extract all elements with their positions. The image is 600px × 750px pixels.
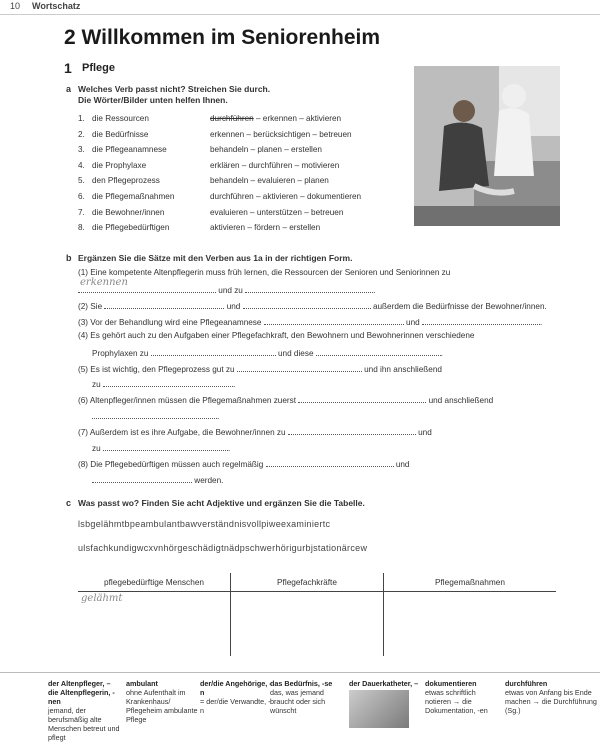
handwritten-answer: erkennen	[80, 277, 128, 288]
glossary-definition: etwas von Anfang bis Ende machen → die Durchführung (Sg.)	[505, 688, 597, 715]
sentence-8: (8) Die Pflegebedürftigen müssen auch regelmäßig und	[78, 457, 409, 469]
answer-blank[interactable]	[151, 346, 276, 356]
row-number: 6.	[78, 192, 85, 201]
answer-blank[interactable]	[298, 393, 426, 403]
sentence-5: (5) Es ist wichtig, den Pflegeprozess gut zu und ihn anschließend	[78, 362, 442, 374]
row-number: 1.	[78, 114, 85, 123]
verb-options: – erkennen – aktivieren	[253, 114, 342, 123]
answer-blank[interactable]	[245, 283, 373, 293]
glossary-term: der Dauerkatheter, –	[349, 679, 419, 688]
glossary-definition: das, was jemand braucht oder sich wünscht	[270, 688, 326, 715]
answer-blank[interactable]	[103, 441, 228, 451]
row-verbs[interactable]	[210, 161, 339, 170]
row-number: 7.	[78, 207, 85, 217]
verb-options: evaluieren – unterstützen – betreuen	[210, 207, 344, 217]
sentence-8-cont: werden.	[92, 473, 223, 485]
glossary-entry	[126, 679, 198, 724]
row-noun: den Pflegeprozess	[92, 176, 160, 186]
answer-blank[interactable]	[103, 377, 233, 387]
glossary-entry	[349, 679, 421, 728]
row-noun: die Pflegebedürftigen	[92, 223, 170, 233]
row-verbs[interactable]	[210, 176, 329, 185]
sentence-2: (2) Sie und außerdem die Bedürfnisse der Bewohner/innen.	[78, 299, 547, 311]
part-b-label: b	[66, 253, 72, 263]
part-c-instruction: Was passt wo? Finden Sie acht Adjektive und ergänzen Sie die Tabelle.	[78, 498, 365, 508]
row-verbs[interactable]	[210, 130, 352, 139]
glossary-term: durchführen	[505, 679, 548, 688]
sentence-7: (7) Außerdem ist es ihre Aufgabe, die Bewohner/innen zu und	[78, 425, 432, 437]
verb-options: erklären – durchführen – motivieren	[210, 160, 340, 170]
glossary-entry	[505, 679, 597, 715]
sentence-3: (3) Vor der Behandlung wird eine Pflegeanamnese und .	[78, 315, 542, 327]
nursing-photo	[414, 66, 560, 226]
photo-illustration	[414, 66, 560, 226]
verb-options: behandeln – planen – erstellen	[210, 145, 322, 155]
table-cell[interactable]	[231, 592, 384, 657]
row-verbs[interactable]	[210, 114, 341, 123]
glossary-term: der Altenpfleger, – die Altenpflegerin, -nen	[48, 679, 115, 706]
row-verbs[interactable]	[210, 192, 361, 201]
answer-blank[interactable]	[92, 409, 217, 419]
catheter-photo	[349, 690, 409, 728]
answer-table	[78, 573, 556, 656]
glossary-entry	[48, 679, 120, 742]
glossary-definition: ohne Aufenthalt im Krankenhaus/ Pflegeheim ambulante Pflege	[126, 688, 198, 724]
verb-options: aktivieren – fördern – erstellen	[210, 223, 321, 233]
glossary-definition: = der/die Verwandte, -n	[200, 697, 271, 715]
row-noun: die Ressourcen	[92, 114, 149, 123]
answer-blank[interactable]	[78, 277, 216, 293]
row-noun: die Pflegemaßnahmen	[92, 192, 175, 201]
glossary-entry	[200, 679, 272, 715]
exercise-number: 1	[64, 60, 72, 76]
table-cell[interactable]	[78, 592, 231, 657]
part-b-instruction: Ergänzen Sie die Sätze mit den Verben aus 1a in der richtigen Form.	[78, 253, 353, 263]
row-noun: die Bewohner/innen	[92, 207, 165, 217]
sentence-1-cont: erkennen und zu .	[80, 277, 376, 295]
page-number: 10	[10, 1, 21, 11]
glossary-term: dokumentieren	[425, 679, 477, 688]
verb-options: durchführen – aktivieren – dokumentieren	[210, 192, 362, 201]
row-number: 4.	[78, 160, 85, 170]
sentence-7-cont: zu .	[92, 441, 230, 453]
row-number: 3.	[78, 145, 85, 155]
table-cell[interactable]	[384, 592, 557, 657]
table-header: Pflegefachkräfte	[231, 573, 384, 592]
glossary-term: das Bedürfnis, -se	[270, 679, 333, 688]
sentence-6: (6) Altenpfleger/innen müssen die Pflegemaßnahmen zuerst und anschließend	[78, 393, 493, 405]
answer-blank[interactable]	[237, 362, 362, 372]
row-noun: die Pflegeanamnese	[92, 145, 167, 155]
answer-blank[interactable]	[264, 315, 404, 325]
verb-options: behandeln – evaluieren – planen	[210, 176, 329, 186]
answer-blank[interactable]	[316, 346, 441, 356]
word-puzzle-line-2: ulsfachkundigwcxvnhörgeschädigtnädpschwerhörigurbjstationärcew	[78, 543, 368, 553]
table-header: pflegebedürftige Menschen	[78, 573, 231, 592]
row-verbs[interactable]	[210, 223, 320, 232]
struck-verb: durchführen	[210, 114, 254, 123]
row-verbs[interactable]	[210, 145, 322, 154]
glossary-definition: etwas schriftlich notieren → die Dokumentation, -en	[425, 688, 488, 715]
word-puzzle-line-1: lsbgelähmtbpeambulantbawverständnisvollpiweexaminiertc	[78, 519, 331, 529]
answer-blank[interactable]	[92, 473, 192, 483]
row-number: 2.	[78, 129, 85, 139]
glossary-term: der/die Angehörige, -n	[200, 679, 272, 697]
sentence-4: (4) Es gehört auch zu den Aufgaben einer Pflegefachkraft, den Bewohnern und Bewohnerinnen verschiedene	[78, 331, 475, 340]
chapter-title: 2 Willkommen im Seniorenheim	[64, 26, 381, 49]
glossary-entry	[425, 679, 497, 715]
verb-options: erkennen – berücksichtigen – betreuen	[210, 129, 352, 139]
sentence-4-cont: Prophylaxen zu und diese .	[92, 346, 443, 358]
handwritten-example: gelähmt	[81, 593, 123, 604]
table-header: Pflegemaßnahmen	[384, 573, 557, 592]
row-noun: die Prophylaxe	[92, 160, 147, 170]
sentence-5-cont: zu .	[92, 377, 235, 389]
glossary-term: ambulant	[126, 679, 158, 688]
page-header	[0, 0, 600, 15]
row-number: 5.	[78, 176, 85, 186]
answer-blank[interactable]	[288, 425, 416, 435]
exercise-title: Pflege	[82, 62, 116, 74]
sentence-1: (1) Eine kompetente Altenpflegerin muss früh lernen, die Ressourcen der Senioren und Seniorinnen zu	[78, 268, 451, 277]
row-verbs[interactable]	[210, 208, 343, 217]
glossary-entry	[270, 679, 342, 715]
answer-blank[interactable]	[104, 299, 224, 309]
row-noun: die Bedürfnisse	[92, 129, 149, 139]
part-a-instruction-2: Die Wörter/Bilder unten helfen Ihnen.	[78, 95, 228, 105]
answer-blank[interactable]	[266, 457, 394, 467]
part-c-label: c	[66, 498, 72, 508]
part-a-instruction-1: Welches Verb passt nicht? Streichen Sie durch.	[78, 84, 271, 94]
row-number: 8.	[78, 223, 85, 233]
part-a-label: a	[66, 84, 72, 94]
sentence-6-cont: .	[92, 409, 219, 421]
answer-blank[interactable]	[243, 299, 371, 309]
glossary-divider	[0, 672, 600, 673]
answer-blank[interactable]	[422, 315, 540, 325]
glossary-definition: jemand, der berufsmäßig alte Menschen betreut und pflegt	[48, 706, 120, 742]
section-label: Wortschatz	[32, 1, 81, 11]
